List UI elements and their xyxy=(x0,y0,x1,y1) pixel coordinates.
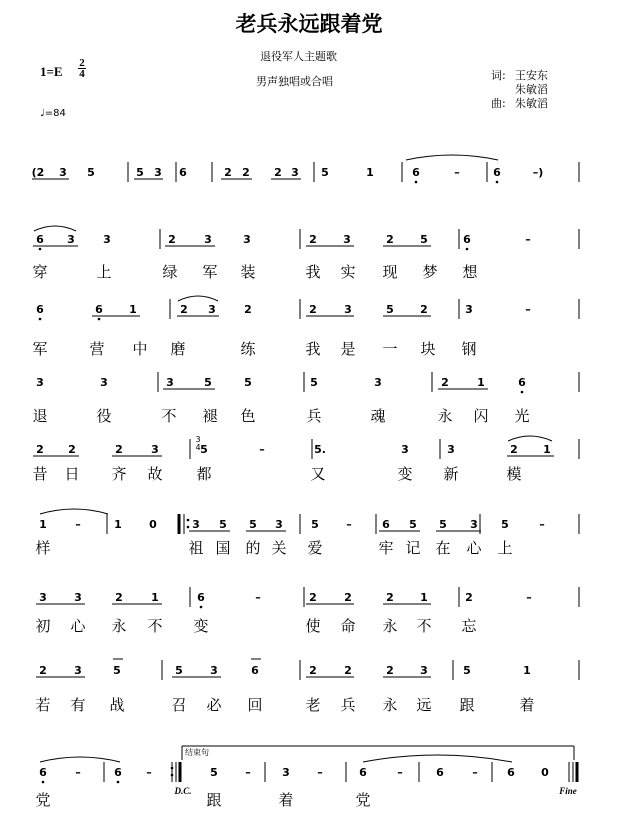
jianpu-note: 3 xyxy=(74,591,82,604)
jianpu-note: 6 xyxy=(412,166,420,179)
jianpu-note: – xyxy=(317,766,323,779)
jianpu-note: 1 xyxy=(114,518,122,531)
jianpu-note: 2 xyxy=(344,591,352,604)
jianpu-note: 2 xyxy=(420,303,428,316)
lyric-char: 新 xyxy=(443,465,459,483)
lyric-char: 磨 xyxy=(170,340,186,358)
jianpu-note: 6 xyxy=(251,664,259,677)
jianpu-note: – xyxy=(525,303,531,316)
jianpu-note: 3 xyxy=(344,303,352,316)
jianpu-note: – xyxy=(454,166,460,179)
jianpu-note: 6 xyxy=(493,166,501,179)
lyric-char: 着 xyxy=(519,696,535,714)
jianpu-note: 5 xyxy=(204,376,212,389)
lyric-char: 着 xyxy=(278,791,294,809)
lyric-char: 永 xyxy=(382,696,398,714)
jianpu-note: 2 xyxy=(309,303,317,316)
slur xyxy=(40,509,108,514)
jianpu-note: 5 xyxy=(136,166,144,179)
jianpu-note: 1 xyxy=(151,591,159,604)
lyric-char: 日 xyxy=(64,465,80,483)
jianpu-note: 5 xyxy=(463,664,471,677)
repeat-dot xyxy=(171,767,174,770)
octave-dot xyxy=(42,781,45,784)
lyric-char: 穿 xyxy=(32,263,48,281)
jianpu-note: 3 xyxy=(243,233,251,246)
lyric-char: 光 xyxy=(514,407,530,425)
lyric-char: 关 xyxy=(271,539,287,557)
lyric-char: 战 xyxy=(109,696,125,714)
jianpu-note: – xyxy=(255,591,261,604)
lyric-char: 兵 xyxy=(306,407,322,425)
jianpu-note: 2 xyxy=(115,591,123,604)
octave-dot xyxy=(98,318,101,321)
lyric-char: 实 xyxy=(340,263,356,281)
lyric-char: 昔 xyxy=(32,465,48,483)
jianpu-note: 5 xyxy=(175,664,183,677)
song-title: 老兵永远跟着党 xyxy=(235,12,383,36)
lyric-char: 想 xyxy=(462,263,478,281)
jianpu-note: 3 xyxy=(204,233,212,246)
jianpu-note: 3 xyxy=(151,443,159,456)
jianpu-note: 3 xyxy=(36,376,44,389)
octave-dot xyxy=(39,248,42,251)
jianpu-note: 6 xyxy=(95,303,103,316)
repeat-dot xyxy=(187,526,190,529)
jianpu-note: 3 xyxy=(420,664,428,677)
lyric-char: 跟 xyxy=(459,696,475,714)
lyric-char: 是 xyxy=(340,340,356,358)
jianpu-note: 3 xyxy=(192,518,200,531)
lyric-char: 爱 xyxy=(307,539,323,557)
jianpu-note: 2 xyxy=(180,303,188,316)
slur xyxy=(178,296,218,301)
jianpu-note: 5 xyxy=(501,518,509,531)
jianpu-note: 5 xyxy=(87,166,95,179)
jianpu-note: 3 xyxy=(470,518,478,531)
jianpu-note: 2 xyxy=(309,233,317,246)
jianpu-note: 5 xyxy=(200,443,208,456)
jianpu-note: 3 xyxy=(447,443,455,456)
lyric-char: 若 xyxy=(35,696,51,714)
lyric-char: 绿 xyxy=(162,263,178,281)
lyric-char: 兵 xyxy=(340,696,356,714)
jianpu-note: 5 xyxy=(409,518,417,531)
composer: 朱敏滔 xyxy=(515,97,548,110)
jianpu-note: – xyxy=(526,591,532,604)
jianpu-note: 3 xyxy=(374,376,382,389)
jianpu-note: 3 xyxy=(103,233,111,246)
lyric-char: 故 xyxy=(147,465,163,483)
lyric-char: 永 xyxy=(111,617,127,635)
lyric-char: 模 xyxy=(506,465,522,483)
lyric-char: 有 xyxy=(70,696,86,714)
jianpu-note: 3 xyxy=(154,166,162,179)
lyric-char: 记 xyxy=(405,539,421,557)
fine-mark: Fine xyxy=(559,786,577,796)
lyric-char: 中 xyxy=(132,340,148,358)
jianpu-note: 2 xyxy=(465,591,473,604)
lyric-char: 变 xyxy=(397,465,413,483)
jianpu-note: – xyxy=(525,233,531,246)
jianpu-note: 3 xyxy=(291,166,299,179)
octave-dot xyxy=(466,248,469,251)
quarter-note-icon: ♩ xyxy=(40,108,45,119)
lyric-char: 军 xyxy=(202,263,218,281)
lyric-char: 心 xyxy=(466,539,482,557)
jianpu-note: 2 xyxy=(244,303,252,316)
jianpu-note: 2 xyxy=(510,443,518,456)
lyric-char: 老 xyxy=(305,696,321,714)
jianpu-note: 2 xyxy=(224,166,232,179)
jianpu-note: 5 xyxy=(310,376,318,389)
jianpu-note: 5 xyxy=(420,233,428,246)
lyric-char: 不 xyxy=(161,407,177,425)
lyric-char: 魂 xyxy=(370,407,386,425)
jianpu-note: 3 xyxy=(208,303,216,316)
jianpu-note: 5. xyxy=(314,443,326,456)
lyric-char: 回 xyxy=(247,696,263,714)
jianpu-note: 6 xyxy=(463,233,471,246)
octave-dot xyxy=(521,391,524,394)
jianpu-note: 2 xyxy=(242,166,250,179)
jianpu-note: – xyxy=(245,766,251,779)
jianpu-note: –) xyxy=(532,166,544,179)
jianpu-note: 3 xyxy=(100,376,108,389)
lyric-char: 块 xyxy=(420,340,436,358)
jianpu-note: 3 xyxy=(282,766,290,779)
lyric-char: 现 xyxy=(382,263,398,281)
jianpu-note: 2 xyxy=(274,166,282,179)
lyric-char: 闪 xyxy=(473,407,489,425)
jianpu-note: 6 xyxy=(197,591,205,604)
time-numerator: 2 xyxy=(79,57,85,69)
jianpu-note: 6 xyxy=(36,233,44,246)
jianpu-note: 6 xyxy=(518,376,526,389)
repeat-dot xyxy=(171,774,174,777)
jianpu-note: 1 xyxy=(39,518,47,531)
jianpu-note: 2 xyxy=(68,443,76,456)
lyric-char: 梦 xyxy=(422,263,438,281)
lyric-char: 使 xyxy=(305,617,321,635)
lyric-char: 心 xyxy=(70,617,86,635)
subtitle-performance: 男声独唱或合唱 xyxy=(256,75,333,88)
jianpu-note: 6 xyxy=(114,766,122,779)
lyric-char: 国 xyxy=(215,539,231,557)
time-denominator: 4 xyxy=(79,68,85,80)
jianpu-note: 3 xyxy=(166,376,174,389)
jianpu-note: 1 xyxy=(420,591,428,604)
lyric-char: 召 xyxy=(171,696,187,714)
lyric-char: 跟 xyxy=(206,791,222,809)
lyricist-label: 词: xyxy=(491,69,506,82)
jianpu-note: 6 xyxy=(436,766,444,779)
jianpu-note: 2 xyxy=(441,376,449,389)
lyric-char: 命 xyxy=(340,617,356,635)
octave-dot xyxy=(496,181,499,184)
lyric-char: 军 xyxy=(32,340,48,358)
tie xyxy=(363,755,512,762)
jianpu-note: 3 xyxy=(74,664,82,677)
jianpu-note: (2 xyxy=(31,166,45,179)
lyric-char: 役 xyxy=(96,407,112,425)
lyric-char: 的 xyxy=(245,539,261,557)
lyric-char: 变 xyxy=(193,617,209,635)
tempo-value: =84 xyxy=(44,108,66,119)
jianpu-note: 3 xyxy=(275,518,283,531)
jianpu-note: 1 xyxy=(477,376,485,389)
jianpu-note: 2 xyxy=(36,443,44,456)
lyric-char: 营 xyxy=(89,340,105,358)
octave-dot xyxy=(117,781,120,784)
jianpu-note: – xyxy=(397,766,403,779)
jianpu-note: 6 xyxy=(359,766,367,779)
lyric-char: 远 xyxy=(416,696,432,714)
jianpu-note: 5 xyxy=(386,303,394,316)
dc-mark: D.C. xyxy=(174,786,192,796)
jianpu-note: 2 xyxy=(344,664,352,677)
jianpu-note: 6 xyxy=(36,303,44,316)
subtitle-theme: 退役军人主题歌 xyxy=(260,50,337,63)
octave-dot xyxy=(415,181,418,184)
lyric-char: 练 xyxy=(240,340,256,358)
jianpu-note: 3 xyxy=(39,591,47,604)
lyricist-1: 王安东 xyxy=(515,69,548,82)
lyric-char: 在 xyxy=(435,539,451,557)
lyric-char: 我 xyxy=(305,340,321,358)
lyric-char: 祖 xyxy=(188,539,204,557)
jianpu-note: 5 xyxy=(311,518,319,531)
jianpu-note: 1 xyxy=(543,443,551,456)
jianpu-note: 2 xyxy=(168,233,176,246)
jianpu-note: 2 xyxy=(386,233,394,246)
lyric-char: 样 xyxy=(35,539,51,557)
lyricist-2: 朱敏滔 xyxy=(515,83,548,96)
jianpu-note: 5 xyxy=(244,376,252,389)
lyric-char: 钢 xyxy=(461,340,477,358)
lyric-char: 齐 xyxy=(111,465,127,483)
jianpu-note: 2 xyxy=(39,664,47,677)
lyric-char: 必 xyxy=(206,696,222,714)
ending-label: 结束句 xyxy=(185,748,209,757)
jianpu-note: 2 xyxy=(115,443,123,456)
jianpu-note: 1 xyxy=(129,303,137,316)
jianpu-note: – xyxy=(75,518,81,531)
lyric-char: 不 xyxy=(416,617,432,635)
lyric-char: 初 xyxy=(35,617,51,635)
jianpu-note: 2 xyxy=(309,664,317,677)
jianpu-note: 3 xyxy=(401,443,409,456)
lyric-char: 牢 xyxy=(378,539,394,557)
lyric-char: 永 xyxy=(437,407,453,425)
jianpu-note: 3 xyxy=(67,233,75,246)
jianpu-note: 2 xyxy=(386,664,394,677)
jianpu-note: 2 xyxy=(309,591,317,604)
key-signature: 1=E xyxy=(40,64,63,79)
jianpu-note: 5 xyxy=(210,766,218,779)
lyric-char: 又 xyxy=(310,465,326,483)
meter-change-num: 3 xyxy=(195,435,201,444)
octave-dot xyxy=(200,606,203,609)
jianpu-note: – xyxy=(346,518,352,531)
jianpu-note: – xyxy=(472,766,478,779)
jianpu-note: 1 xyxy=(523,664,531,677)
jianpu-note: 5 xyxy=(439,518,447,531)
lyric-char: 上 xyxy=(497,539,513,557)
octave-dot xyxy=(39,318,42,321)
lyric-char: 党 xyxy=(355,791,371,809)
lyric-char: 色 xyxy=(240,407,256,425)
jianpu-note: 0 xyxy=(541,766,549,779)
jianpu-note: 5 xyxy=(113,664,121,677)
jianpu-note: – xyxy=(75,766,81,779)
jianpu-note: 3 xyxy=(59,166,67,179)
jianpu-note: 3 xyxy=(465,303,473,316)
jianpu-note: 2 xyxy=(386,591,394,604)
jianpu-note: 3 xyxy=(343,233,351,246)
jianpu-note: 0 xyxy=(149,518,157,531)
lyric-char: 都 xyxy=(196,465,212,483)
jianpu-note: 5 xyxy=(219,518,227,531)
tie xyxy=(40,757,120,762)
lyric-char: 褪 xyxy=(202,407,218,425)
composer-label: 曲: xyxy=(491,97,506,110)
lyric-char: 我 xyxy=(305,263,321,281)
tie xyxy=(406,155,498,160)
jianpu-note: 6 xyxy=(382,518,390,531)
jianpu-note: 5 xyxy=(321,166,329,179)
lyric-char: 装 xyxy=(240,263,256,281)
repeat-dot xyxy=(187,519,190,522)
jianpu-note: 6 xyxy=(179,166,187,179)
jianpu-note: – xyxy=(146,766,152,779)
slur xyxy=(508,436,552,441)
lyric-char: 永 xyxy=(382,617,398,635)
lyric-char: 退 xyxy=(32,407,48,425)
slur xyxy=(34,226,76,231)
meter-change-den: 4 xyxy=(195,443,201,452)
jianpu-note: 6 xyxy=(39,766,47,779)
lyric-char: 一 xyxy=(382,340,398,358)
lyric-char: 党 xyxy=(35,791,51,809)
jianpu-note: – xyxy=(539,518,545,531)
lyric-char: 忘 xyxy=(461,617,477,635)
jianpu-note: – xyxy=(259,443,265,456)
jianpu-note: 1 xyxy=(366,166,374,179)
jianpu-note: 6 xyxy=(507,766,515,779)
lyric-char: 不 xyxy=(147,617,163,635)
jianpu-note: 3 xyxy=(210,664,218,677)
jianpu-note: 5 xyxy=(249,518,257,531)
lyric-char: 上 xyxy=(96,263,112,281)
